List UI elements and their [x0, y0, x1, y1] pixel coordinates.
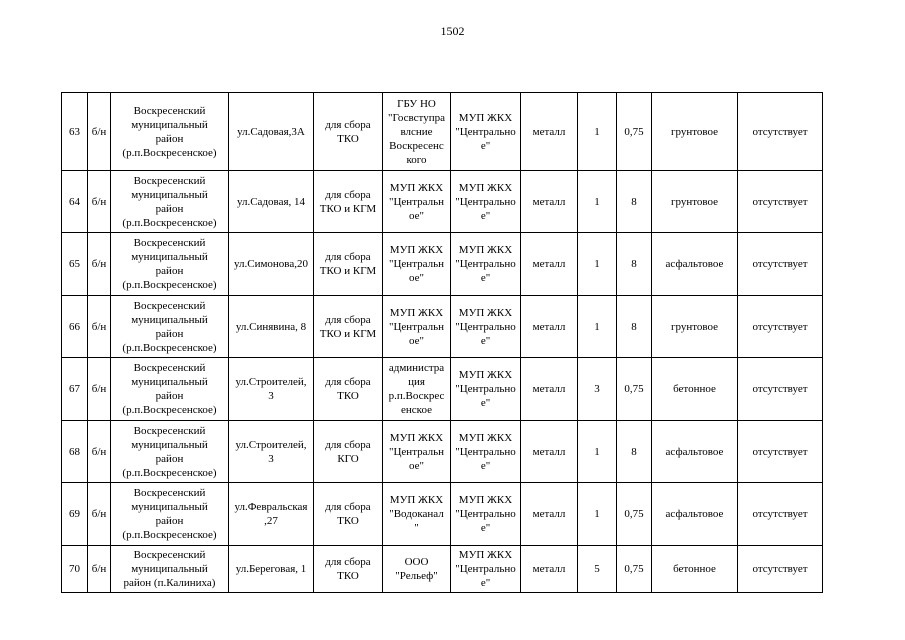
table-row [62, 171, 823, 233]
cell-line: " [414, 522, 419, 534]
cell-line: ТКО [337, 390, 359, 402]
registry-number-cell: б/н [88, 233, 111, 296]
page-number: 1502 [440, 24, 465, 38]
address-cell [229, 358, 314, 421]
surface-cell: грунтовое [652, 93, 738, 171]
cell-line: МУП ЖКХ [389, 244, 444, 256]
cell-line: Воскресенский [133, 299, 206, 312]
cell-line: е" [480, 334, 491, 347]
cell-line: р.п.Воскрес [388, 390, 445, 402]
row-number-cell: 67 [62, 358, 88, 421]
cell-line: район (п.Калиниха) [123, 577, 216, 589]
cell-line: для сбора [325, 118, 371, 131]
surface-cell: бетонное [652, 546, 738, 593]
cell-line: МУП ЖКХ [458, 306, 513, 319]
purpose-cell [314, 93, 383, 171]
purpose-cell [314, 421, 383, 483]
cell-line: "Центрально [455, 320, 516, 333]
cell-line: (р.п.Воскресенское) [122, 529, 217, 541]
cell-line: (р.п.Воскресенское) [122, 146, 217, 159]
cell-line: (р.п.Воскресенское) [122, 279, 217, 291]
cell-line: "Центральн [388, 258, 445, 270]
row-number-cell: 63 [62, 93, 88, 171]
volume-cell: 8 [617, 296, 652, 358]
surface-cell: бетонное [652, 358, 738, 421]
cell-line: "Центрально [455, 258, 516, 270]
owner-cell [383, 546, 451, 593]
row-number-cell: 69 [62, 483, 88, 546]
volume-cell: 0,75 [617, 483, 652, 546]
cell-line: Воскресенский [133, 549, 206, 561]
district-cell [111, 546, 229, 593]
cell-line: для сбора [325, 251, 371, 263]
cell-line: Воскресенский [133, 424, 206, 437]
cell-line: "Водоканал [389, 508, 444, 520]
cell-line: (р.п.Воскресенское) [122, 404, 217, 416]
cell-line: МУП ЖКХ [458, 494, 513, 506]
cell-line: район [155, 327, 184, 340]
cell-line: муниципальный [131, 438, 208, 451]
cell-line: енское [401, 404, 432, 416]
cell-line: ул.Симонова,20 [233, 258, 308, 270]
cell-line: МУП ЖКХ [458, 369, 513, 381]
volume-cell: 0,75 [617, 546, 652, 593]
operator-cell [451, 93, 521, 171]
registry-number-cell: б/н [88, 483, 111, 546]
container-count-cell: 1 [578, 296, 617, 358]
purpose-cell [314, 171, 383, 233]
volume-cell: 8 [617, 233, 652, 296]
cell-line: МУП ЖКХ [389, 431, 444, 444]
material-cell: металл [521, 358, 578, 421]
cell-line: (р.п.Воскресенское) [122, 341, 217, 354]
fence-cell: отсутствует [738, 421, 823, 483]
cell-line: е" [480, 459, 491, 472]
cell-line: ТКО [337, 570, 359, 582]
cell-line: ое" [408, 334, 424, 347]
table-row [62, 358, 823, 421]
cell-line: ул.Береговая, 1 [235, 563, 307, 575]
cell-line: "Центрально [455, 195, 516, 208]
cell-line: муниципальный [131, 313, 208, 326]
cell-line: е" [480, 522, 491, 534]
cell-line: "Центрально [455, 445, 516, 458]
cell-line: МУП ЖКХ [458, 181, 513, 194]
cell-line: для сбора [325, 501, 371, 513]
cell-line: ое" [408, 272, 424, 284]
cell-line: ул.Садовая,3А [237, 125, 305, 138]
district-cell [111, 93, 229, 171]
district-cell [111, 358, 229, 421]
fence-cell: отсутствует [738, 233, 823, 296]
material-cell: металл [521, 296, 578, 358]
material-cell: металл [521, 233, 578, 296]
cell-line: МУП ЖКХ [458, 244, 513, 256]
operator-cell [451, 546, 521, 593]
purpose-cell [314, 233, 383, 296]
material-cell: металл [521, 546, 578, 593]
cell-line: е" [480, 397, 491, 409]
district-cell [111, 233, 229, 296]
cell-line: 3 [268, 452, 274, 465]
cell-line: ГБУ НО [397, 97, 436, 110]
cell-line: "Центральн [388, 320, 445, 333]
cell-line: "Рельеф" [395, 570, 438, 582]
cell-line: "Госвступра [388, 111, 445, 124]
table-row [62, 483, 823, 546]
cell-line: ул.Садовая, 14 [236, 195, 306, 208]
cell-line: МУП ЖКХ [389, 306, 444, 319]
cell-line: район [155, 265, 184, 277]
table-row [62, 421, 823, 483]
cell-line: район [155, 202, 184, 215]
container-count-cell: 1 [578, 233, 617, 296]
fence-cell: отсутствует [738, 358, 823, 421]
row-number-cell: 66 [62, 296, 88, 358]
cell-line: МУП ЖКХ [389, 181, 444, 194]
container-count-cell: 1 [578, 171, 617, 233]
volume-cell: 0,75 [617, 358, 652, 421]
fence-cell: отсутствует [738, 171, 823, 233]
row-number-cell: 64 [62, 171, 88, 233]
cell-line: "Центрально [455, 383, 516, 395]
registry-number-cell: б/н [88, 358, 111, 421]
fence-cell: отсутствует [738, 483, 823, 546]
fence-cell: отсутствует [738, 93, 823, 171]
address-cell [229, 296, 314, 358]
material-cell: металл [521, 93, 578, 171]
cell-line: "Центральн [388, 195, 445, 208]
cell-line: для сбора [325, 376, 371, 388]
cell-line: муниципальный [131, 376, 208, 388]
cell-line: влсние [400, 125, 433, 138]
cell-line: муниципальный [131, 501, 208, 513]
district-cell [111, 421, 229, 483]
registry-body [62, 93, 823, 593]
address-cell [229, 546, 314, 593]
cell-line: ТКО и КГМ [319, 202, 377, 215]
cell-line: ция [408, 376, 425, 388]
owner-cell [383, 233, 451, 296]
cell-line: для сбора [325, 438, 371, 451]
cell-line: для сбора [325, 556, 371, 568]
cell-line: муниципальный [131, 563, 208, 575]
surface-cell: асфальтовое [652, 421, 738, 483]
cell-line: для сбора [325, 188, 371, 201]
cell-line: район [155, 132, 184, 145]
purpose-cell [314, 483, 383, 546]
container-count-cell: 1 [578, 483, 617, 546]
material-cell: металл [521, 171, 578, 233]
operator-cell [451, 233, 521, 296]
volume-cell: 8 [617, 421, 652, 483]
cell-line: администра [388, 362, 445, 374]
owner-cell [383, 358, 451, 421]
address-cell [229, 233, 314, 296]
cell-line: Воскресенс [389, 139, 444, 152]
cell-line: МУП ЖКХ [458, 431, 513, 444]
owner-cell [383, 171, 451, 233]
operator-cell [451, 421, 521, 483]
cell-line: ТКО и КГМ [319, 327, 377, 340]
registry-table [61, 92, 823, 593]
operator-cell [451, 171, 521, 233]
cell-line: е" [480, 209, 491, 222]
cell-line: МУП ЖКХ [389, 494, 444, 506]
cell-line: (р.п.Воскресенское) [122, 216, 217, 229]
row-number-cell: 65 [62, 233, 88, 296]
table-row [62, 546, 823, 593]
owner-cell [383, 483, 451, 546]
cell-line: е" [480, 272, 491, 284]
cell-line: Воскресенский [133, 362, 206, 374]
purpose-cell [314, 358, 383, 421]
material-cell: металл [521, 421, 578, 483]
table-row [62, 93, 823, 171]
cell-line: Воскресенский [133, 174, 206, 187]
surface-cell: грунтовое [652, 296, 738, 358]
cell-line: КГО [337, 452, 359, 465]
table-row [62, 296, 823, 358]
volume-cell: 8 [617, 171, 652, 233]
fence-cell: отсутствует [738, 546, 823, 593]
cell-line: 3 [268, 390, 274, 402]
cell-line: МУП ЖКХ [458, 549, 513, 561]
address-cell [229, 171, 314, 233]
owner-cell [383, 421, 451, 483]
district-cell [111, 171, 229, 233]
cell-line: ое" [408, 209, 424, 222]
cell-line: Воскресенский [133, 237, 206, 249]
cell-line: "Центральн [388, 445, 445, 458]
district-cell [111, 483, 229, 546]
cell-line: "Центрально [455, 563, 516, 575]
cell-line: район [155, 515, 184, 527]
cell-line: ТКО [337, 515, 359, 527]
container-count-cell: 3 [578, 358, 617, 421]
cell-line: район [155, 452, 184, 465]
cell-line: е" [480, 577, 491, 589]
cell-line: муниципальный [131, 188, 208, 201]
cell-line: ул.Строителей, [235, 438, 307, 451]
cell-line: для сбора [325, 313, 371, 326]
row-number-cell: 70 [62, 546, 88, 593]
purpose-cell [314, 546, 383, 593]
fence-cell: отсутствует [738, 296, 823, 358]
registry-number-cell: б/н [88, 296, 111, 358]
operator-cell [451, 358, 521, 421]
registry-number-cell: б/н [88, 93, 111, 171]
cell-line: ТКО и КГМ [319, 265, 377, 277]
cell-line: ТКО [337, 132, 359, 145]
cell-line: ,27 [264, 515, 278, 527]
operator-cell [451, 296, 521, 358]
container-count-cell: 1 [578, 421, 617, 483]
cell-line: е" [480, 139, 491, 152]
operator-cell [451, 483, 521, 546]
address-cell [229, 93, 314, 171]
purpose-cell [314, 296, 383, 358]
cell-line: Воскресенский [133, 487, 206, 499]
material-cell: металл [521, 483, 578, 546]
cell-line: "Центрально [455, 508, 516, 520]
container-count-cell: 1 [578, 93, 617, 171]
cell-line: кого [406, 153, 427, 166]
cell-line: район [155, 390, 184, 402]
surface-cell: грунтовое [652, 171, 738, 233]
cell-line: ое" [408, 459, 424, 472]
volume-cell: 0,75 [617, 93, 652, 171]
owner-cell [383, 296, 451, 358]
cell-line: муниципальный [131, 251, 208, 263]
cell-line: ул.Синявина, 8 [235, 320, 307, 333]
surface-cell: асфальтовое [652, 233, 738, 296]
address-cell [229, 483, 314, 546]
cell-line: МУП ЖКХ [458, 111, 513, 124]
address-cell [229, 421, 314, 483]
district-cell [111, 296, 229, 358]
cell-line: (р.п.Воскресенское) [122, 466, 217, 479]
registry-number-cell: б/н [88, 171, 111, 233]
cell-line: ул.Февральская [234, 501, 308, 513]
row-number-cell: 68 [62, 421, 88, 483]
owner-cell [383, 93, 451, 171]
table-row [62, 233, 823, 296]
container-count-cell: 5 [578, 546, 617, 593]
registry-number-cell: б/н [88, 421, 111, 483]
cell-line: Воскресенский [133, 104, 206, 117]
cell-line: муниципальный [131, 118, 208, 131]
cell-line: ул.Строителей, [235, 376, 307, 388]
registry-number-cell: б/н [88, 546, 111, 593]
surface-cell: асфальтовое [652, 483, 738, 546]
cell-line: "Центрально [455, 125, 516, 138]
cell-line: ООО [404, 556, 429, 568]
